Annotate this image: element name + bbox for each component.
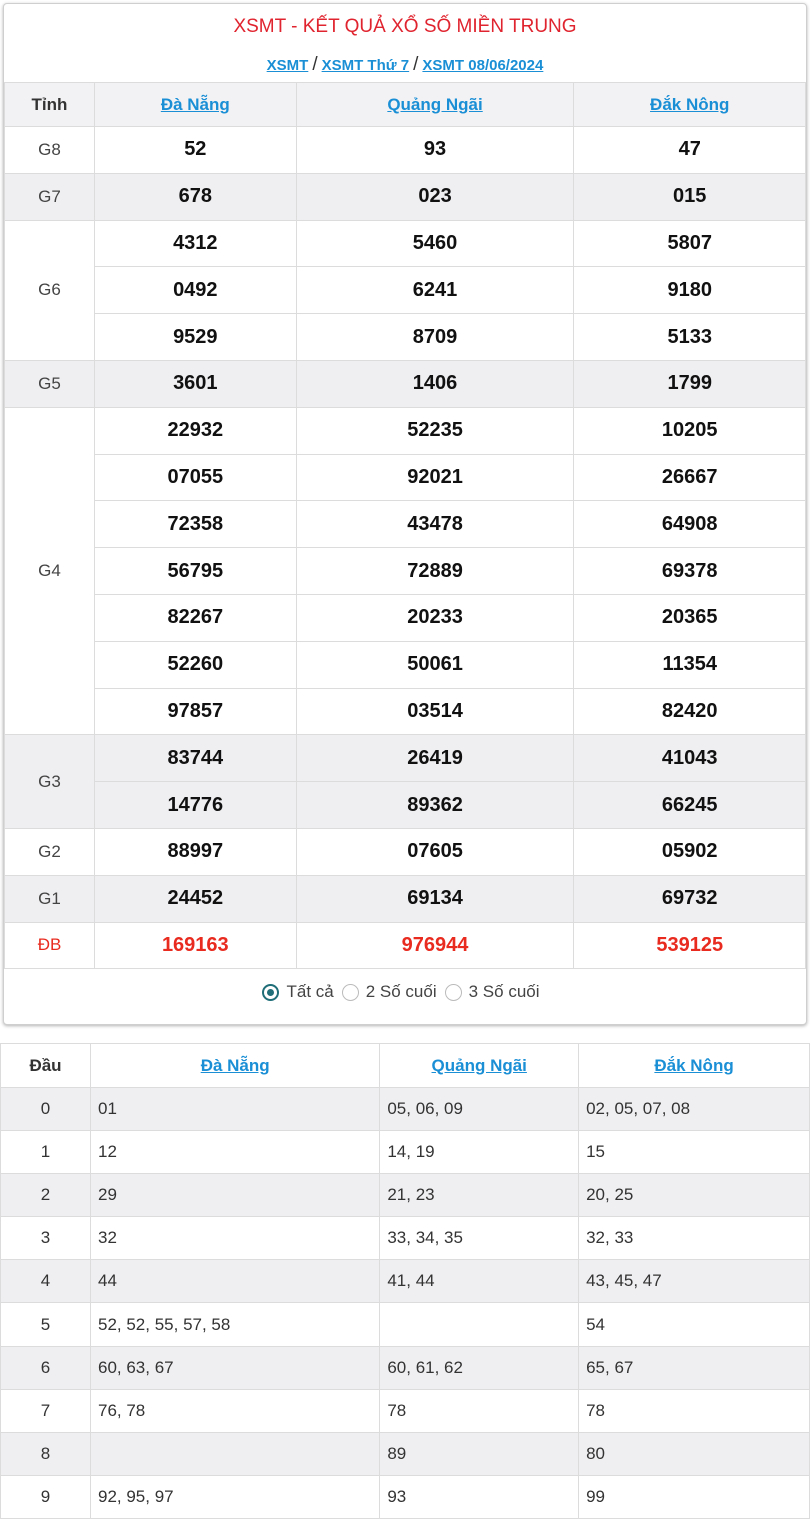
prize-row	[5, 548, 806, 595]
prize-number: 50061	[296, 641, 574, 688]
breadcrumb-xsmt-thu-7[interactable]: XSMT Thứ 7	[321, 57, 410, 74]
province-link[interactable]: Quảng Ngãi	[387, 94, 483, 114]
prize-number: 52260	[95, 641, 297, 688]
prize-number: 5807	[574, 220, 806, 267]
prize-row	[5, 828, 806, 875]
filter-radio-2[interactable]	[445, 982, 540, 1002]
loto-row	[1, 1260, 810, 1303]
prize-number: 92021	[296, 454, 574, 501]
prize-row	[5, 360, 806, 407]
prize-number: 69732	[574, 875, 806, 922]
prize-number: 69134	[296, 875, 574, 922]
province-link[interactable]: Đà Nẵng	[200, 1055, 270, 1075]
loto-table	[0, 1043, 810, 1519]
province-link[interactable]: Đắk Nông	[654, 1055, 734, 1075]
breadcrumb	[4, 54, 806, 76]
filter-radio-0[interactable]	[262, 982, 333, 1002]
prize-row	[5, 127, 806, 174]
loto-row	[1, 1217, 810, 1260]
loto-row	[1, 1432, 810, 1475]
loto-numbers: 41, 44	[380, 1260, 579, 1303]
loto-numbers: 05, 06, 09	[380, 1088, 579, 1131]
prize-number: 015	[574, 173, 806, 220]
loto-numbers: 80	[579, 1432, 810, 1475]
prize-number: 20365	[574, 594, 806, 641]
loto-head-digit: 4	[1, 1260, 91, 1303]
prize-row	[5, 454, 806, 501]
column-header-province	[91, 1044, 380, 1088]
loto-numbers: 44	[91, 1260, 380, 1303]
prize-row	[5, 267, 806, 314]
loto-row	[1, 1303, 810, 1346]
loto-numbers	[91, 1432, 380, 1475]
loto-row	[1, 1088, 810, 1131]
breadcrumb-xsmt-date[interactable]: XSMT 08/06/2024	[422, 57, 544, 74]
prize-number: 52	[95, 127, 297, 174]
loto-head-digit: 5	[1, 1303, 91, 1346]
prize-row	[5, 735, 806, 782]
loto-numbers: 01	[91, 1088, 380, 1131]
loto-numbers: 78	[380, 1389, 579, 1432]
prize-number: 93	[296, 127, 574, 174]
prize-row	[5, 314, 806, 361]
prize-number: 82420	[574, 688, 806, 735]
prize-number: 89362	[296, 782, 574, 829]
prize-number: 9529	[95, 314, 297, 361]
loto-numbers: 60, 63, 67	[91, 1346, 380, 1389]
prize-number: 41043	[574, 735, 806, 782]
column-header-province	[574, 83, 806, 127]
filter-radio-1[interactable]	[342, 982, 437, 1002]
prize-number: 52235	[296, 407, 574, 454]
prize-label: G2	[5, 828, 95, 875]
prize-row	[5, 641, 806, 688]
breadcrumb-xsmt[interactable]: XSMT	[266, 57, 309, 74]
prize-number: 3601	[95, 360, 297, 407]
loto-numbers: 14, 19	[380, 1131, 579, 1174]
prize-label: G4	[5, 407, 95, 735]
prize-number: 47	[574, 127, 806, 174]
loto-numbers: 65, 67	[579, 1346, 810, 1389]
prize-label: G7	[5, 173, 95, 220]
prize-number: 5460	[296, 220, 574, 267]
loto-head-digit: 9	[1, 1475, 91, 1518]
loto-head-digit: 8	[1, 1432, 91, 1475]
loto-head-digit: 6	[1, 1346, 91, 1389]
prize-label: G6	[5, 220, 95, 360]
province-link[interactable]: Đắk Nông	[650, 94, 730, 114]
loto-numbers: 20, 25	[579, 1174, 810, 1217]
loto-numbers: 15	[579, 1131, 810, 1174]
radio-icon[interactable]	[445, 984, 462, 1001]
loto-numbers: 33, 34, 35	[380, 1217, 579, 1260]
column-header-tinh: Tỉnh	[5, 83, 95, 127]
loto-head-digit: 2	[1, 1174, 91, 1217]
column-header-province	[296, 83, 574, 127]
breadcrumb-separator: /	[312, 54, 318, 75]
page-title: XSMT - KẾT QUẢ XỔ SỐ MIỀN TRUNG	[233, 16, 577, 37]
loto-head-digit: 7	[1, 1389, 91, 1432]
prize-number: 539125	[574, 922, 806, 969]
loto-numbers: 92, 95, 97	[91, 1475, 380, 1518]
results-table	[4, 82, 806, 969]
prize-number: 8709	[296, 314, 574, 361]
column-header-dau: Đầu	[1, 1044, 91, 1088]
loto-numbers: 02, 05, 07, 08	[579, 1088, 810, 1131]
prize-number: 6241	[296, 267, 574, 314]
prize-number: 66245	[574, 782, 806, 829]
loto-numbers: 78	[579, 1389, 810, 1432]
prize-number: 82267	[95, 594, 297, 641]
prize-number: 169163	[95, 922, 297, 969]
prize-number: 43478	[296, 501, 574, 548]
prize-row	[5, 173, 806, 220]
prize-number: 4312	[95, 220, 297, 267]
prize-number: 11354	[574, 641, 806, 688]
prize-number: 0492	[95, 267, 297, 314]
province-link[interactable]: Đà Nẵng	[160, 94, 230, 114]
province-link[interactable]: Quảng Ngãi	[431, 1055, 527, 1075]
loto-numbers: 12	[91, 1131, 380, 1174]
loto-numbers: 60, 61, 62	[380, 1346, 579, 1389]
prize-number: 5133	[574, 314, 806, 361]
prize-number: 88997	[95, 828, 297, 875]
prize-number: 05902	[574, 828, 806, 875]
radio-icon[interactable]	[342, 984, 359, 1001]
column-header-province	[95, 83, 297, 127]
prize-number: 9180	[574, 267, 806, 314]
prize-number: 22932	[95, 407, 297, 454]
loto-numbers: 21, 23	[380, 1174, 579, 1217]
prize-number: 72889	[296, 548, 574, 595]
column-header-province	[380, 1044, 579, 1088]
prize-number: 14776	[95, 782, 297, 829]
prize-label: ĐB	[5, 922, 95, 969]
loto-head-digit: 3	[1, 1217, 91, 1260]
prize-number: 26419	[296, 735, 574, 782]
prize-number: 678	[95, 173, 297, 220]
prize-number: 97857	[95, 688, 297, 735]
loto-head-digit: 1	[1, 1131, 91, 1174]
loto-numbers: 76, 78	[91, 1389, 380, 1432]
prize-number: 023	[296, 173, 574, 220]
prize-label: G8	[5, 127, 95, 174]
prize-row	[5, 875, 806, 922]
digit-filter	[4, 982, 806, 1006]
loto-numbers: 54	[579, 1303, 810, 1346]
prize-row	[5, 407, 806, 454]
radio-icon[interactable]	[262, 984, 279, 1001]
prize-number: 1799	[574, 360, 806, 407]
loto-numbers: 89	[380, 1432, 579, 1475]
prize-label: G3	[5, 735, 95, 829]
prize-number: 1406	[296, 360, 574, 407]
loto-numbers: 52, 52, 55, 57, 58	[91, 1303, 380, 1346]
loto-head-digit: 0	[1, 1088, 91, 1131]
prize-number: 83744	[95, 735, 297, 782]
prize-row	[5, 922, 806, 969]
prize-row	[5, 782, 806, 829]
prize-number: 69378	[574, 548, 806, 595]
results-card	[3, 3, 807, 1025]
prize-number: 26667	[574, 454, 806, 501]
prize-row	[5, 220, 806, 267]
loto-row	[1, 1389, 810, 1432]
prize-row	[5, 594, 806, 641]
prize-number: 72358	[95, 501, 297, 548]
loto-numbers: 93	[380, 1475, 579, 1518]
prize-number: 07605	[296, 828, 574, 875]
prize-number: 10205	[574, 407, 806, 454]
column-header-province	[579, 1044, 810, 1088]
prize-row	[5, 688, 806, 735]
loto-numbers	[380, 1303, 579, 1346]
radio-label: 3 Số cuối	[468, 982, 540, 1001]
prize-number: 64908	[574, 501, 806, 548]
loto-numbers: 32, 33	[579, 1217, 810, 1260]
prize-number: 03514	[296, 688, 574, 735]
loto-numbers: 32	[91, 1217, 380, 1260]
loto-row	[1, 1131, 810, 1174]
loto-row	[1, 1346, 810, 1389]
loto-numbers: 99	[579, 1475, 810, 1518]
radio-label: 2 Số cuối	[365, 982, 437, 1001]
prize-number: 976944	[296, 922, 574, 969]
prize-number: 56795	[95, 548, 297, 595]
radio-label: Tất cả	[286, 982, 334, 1001]
prize-number: 07055	[95, 454, 297, 501]
loto-row	[1, 1475, 810, 1518]
breadcrumb-separator: /	[413, 54, 419, 75]
prize-label: G1	[5, 875, 95, 922]
loto-numbers: 43, 45, 47	[579, 1260, 810, 1303]
prize-label: G5	[5, 360, 95, 407]
loto-row	[1, 1174, 810, 1217]
loto-numbers: 29	[91, 1174, 380, 1217]
prize-number: 20233	[296, 594, 574, 641]
prize-row	[5, 501, 806, 548]
prize-number: 24452	[95, 875, 297, 922]
